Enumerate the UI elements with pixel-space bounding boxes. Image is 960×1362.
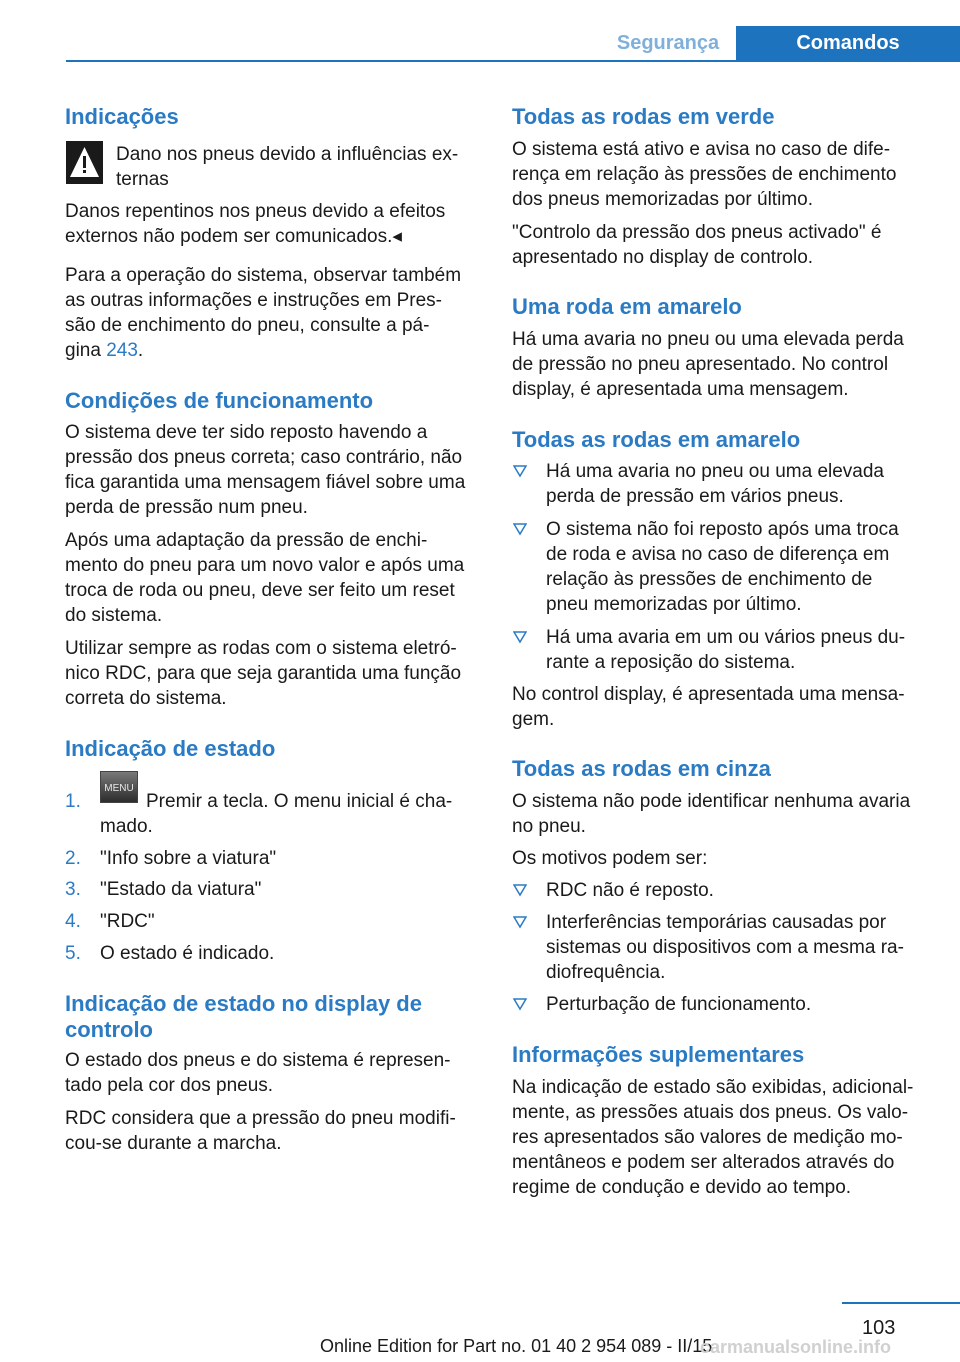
paragraph: "Controlo da pressão dos pneus activado" é [512,222,882,243]
svg-text:MENU: MENU [104,783,134,794]
step-text: mado. [100,816,153,837]
paragraph: cou-se durante a marcha. [65,1133,282,1154]
paragraph: correta do sistema. [65,688,227,709]
list-item: rante a reposição do sistema. [546,652,796,673]
page-link[interactable]: 243 [106,340,138,361]
step-text: O estado é indicado. [100,943,275,964]
bullet-triangle-icon [513,997,527,1011]
paragraph: pressão dos pneus correta; caso contrário, não [65,447,463,468]
section-title-uma-roda: Uma roda em amarelo [512,294,742,319]
paragraph: regime de condução e devido ao tempo. [512,1177,852,1198]
paragraph: Para a operação do sistema, observar também [65,265,462,286]
list-item: diofrequência. [546,962,666,983]
paragraph: O sistema não pode identificar nenhuma avaria [512,791,911,812]
section-title-verde: Todas as rodas em verde [512,104,775,129]
list-item: relação às pressões de enchimento de [546,569,873,590]
paragraph: nico RDC, para que seja garantida uma função [65,663,462,684]
list-item: Há uma avaria em um ou vários pneus du- [546,627,906,648]
section-title-display: controlo [65,1017,153,1042]
paragraph: mentâneos e podem ser alterados através do [512,1152,895,1173]
paragraph: do sistema. [65,605,163,626]
section-title-estado: Indicação de estado [65,736,276,761]
step-number: 5. [65,943,81,964]
list-item: pneu memorizadas por último. [546,594,802,615]
step-number: 2. [65,848,81,869]
step-text: Premir a tecla. O menu inicial é cha- [146,791,453,812]
warning-icon [66,141,103,184]
paragraph: perda de pressão num pneu. [65,497,308,518]
paragraph: res apresentados são valores de medição mo- [512,1127,903,1148]
tab-seguranca[interactable]: Segurança [616,32,720,54]
footer-rule [842,1302,960,1304]
paragraph: O estado dos pneus e do sistema é represen- [65,1050,451,1071]
list-item: Interferências temporárias causadas por [546,912,887,933]
warning-text: ternas [116,169,169,190]
page-number: 103 [862,1317,896,1339]
step-number: 3. [65,879,81,900]
paragraph: mente, as pressões atuais dos pneus. Os valo- [512,1102,909,1123]
section-title-todas-amarelo: Todas as rodas em amarelo [512,427,801,452]
list-item: RDC não é reposto. [546,880,714,901]
section-title-indicacoes: Indicações [65,104,179,129]
paragraph: gem. [512,709,555,730]
paragraph: Na indicação de estado são exibidas, adicional- [512,1077,914,1098]
edition-note: Online Edition for Part no. 01 40 2 954 089 - II/15 [320,1336,713,1356]
bullet-triangle-icon [513,522,527,536]
section-title-condicoes: Condições de funcionamento [65,388,374,413]
step-number: 4. [65,911,81,932]
bullet-triangle-icon [513,915,527,929]
paragraph: tado pela cor dos pneus. [65,1075,274,1096]
bullet-triangle-icon [513,883,527,897]
list-item: de roda e avisa no caso de diferença em [546,544,890,565]
section-title-informacoes: Informações suplementares [512,1042,805,1067]
paragraph: são de enchimento do pneu, consulte a pá- [65,315,430,336]
paragraph: No control display, é apresentada uma mensa- [512,684,905,705]
list-item: Há uma avaria no pneu ou uma elevada [546,461,885,482]
paragraph: mento do pneu para um novo valor e após uma [65,555,465,576]
section-title-cinza: Todas as rodas em cinza [512,756,771,781]
list-item: perda de pressão em vários pneus. [546,486,844,507]
paragraph: Após uma adaptação da pressão de enchi- [65,530,428,551]
paragraph: no pneu. [512,816,586,837]
step-text: "RDC" [100,911,155,932]
tab-comandos[interactable]: Comandos [736,26,960,62]
step-text: "Info sobre a viatura" [100,848,277,869]
paragraph: troca de roda ou pneu, deve ser feito um reset [65,580,455,601]
step-number: 1. [65,791,81,812]
paragraph: rença em relação às pressões de enchimento [512,164,897,185]
paragraph: apresentado no display de controlo. [512,247,814,268]
paragraph: O sistema deve ter sido reposto havendo a [65,422,428,443]
list-item: Perturbação de funcionamento. [546,994,812,1015]
paragraph: RDC considera que a pressão do pneu modifi- [65,1108,456,1129]
paragraph: gina 243. [65,340,144,361]
step-text: "Estado da viatura" [100,879,262,900]
paragraph: Os motivos podem ser: [512,848,708,869]
bullet-triangle-icon [513,464,527,478]
paragraph: as outras informações e instruções em Pres- [65,290,442,311]
paragraph: Danos repentinos nos pneus devido a efeitos [65,201,446,222]
bullet-triangle-icon [513,630,527,644]
paragraph: dos pneus memorizadas por último. [512,189,813,210]
paragraph: externos não podem ser comunicados.◂ [65,226,402,247]
menu-button-icon [100,771,138,803]
paragraph: O sistema está ativo e avisa no caso de dife- [512,139,891,160]
header-rule [66,60,960,62]
paragraph: fica garantida uma mensagem fiável sobre uma [65,472,466,493]
list-item: sistemas ou dispositivos com a mesma ra- [546,937,904,958]
list-item: O sistema não foi reposto após uma troca [546,519,899,540]
section-title-display: Indicação de estado no display de [65,991,422,1016]
paragraph: Há uma avaria no pneu ou uma elevada perda [512,329,904,350]
warning-text: Dano nos pneus devido a influências ex- [116,144,459,165]
paragraph: de pressão no pneu apresentado. No control [512,354,889,375]
paragraph: Utilizar sempre as rodas com o sistema eletró- [65,638,457,659]
paragraph: display, é apresentada uma mensagem. [512,379,849,400]
watermark: carmanualsonline.info [700,1337,892,1357]
